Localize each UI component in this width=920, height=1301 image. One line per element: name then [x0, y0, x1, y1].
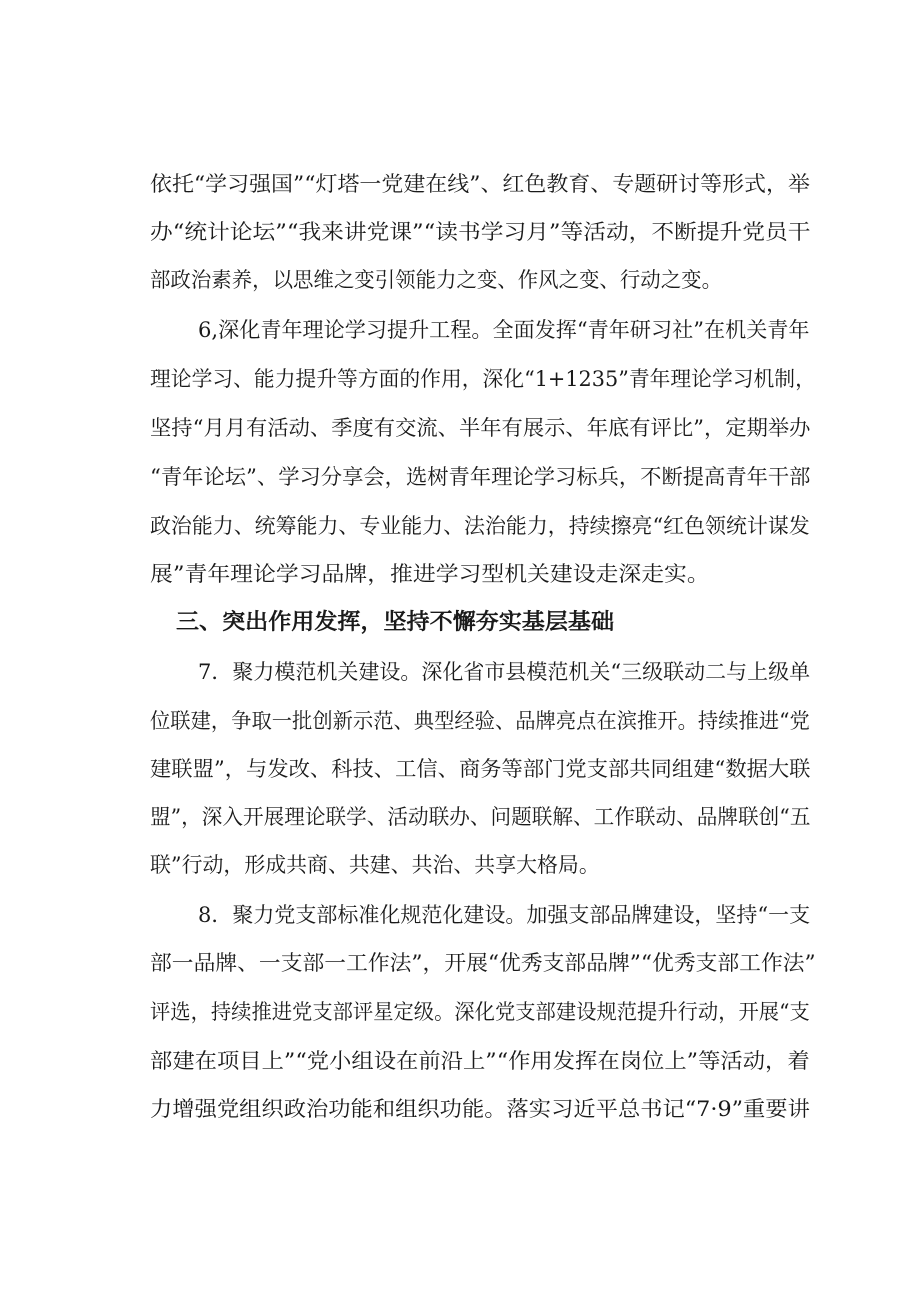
- line-text: 办“统计论坛”“我来讲党课”“读书学习月”等活动，不断提升党员干: [150, 220, 811, 244]
- line-text: 部建在项目上”“党小组设在前沿上”“作用发挥在岗位上”等活动，着: [150, 1049, 810, 1073]
- line-text: “青年论坛”、学习分享会，选树青年理论学习标兵，不断提高青年干部: [150, 465, 811, 489]
- paragraph-2-line-1: [0, 310, 920, 350]
- line-text: 建联盟”，与发改、科技、工信、商务等部门党支部共同组建“数据大联: [150, 757, 811, 781]
- line-text: 力增强党组织政治功能和组织功能。落实习近平总书记“7·9”重要讲: [150, 1097, 810, 1121]
- line-text: 位联建，争取一批创新示范、典型经验、品牌亮点在滨推开。持续推进“党: [150, 709, 810, 733]
- paragraph-2-line-5: [0, 506, 920, 546]
- paragraph-4-line-5: [0, 1089, 920, 1129]
- paragraph-4-line-2: [0, 943, 920, 983]
- line-text: 政治能力、统筹能力、专业能力、法治能力，持续擦亮“红色领统计谋发: [150, 514, 810, 538]
- paragraph-2-line-4: [0, 457, 920, 497]
- paragraph-2-line-3: [0, 408, 920, 448]
- paragraph-2-line-2: [0, 359, 920, 399]
- paragraph-4-line-4: [0, 1041, 920, 1081]
- paragraph-1-line-3: [0, 260, 920, 300]
- line-text: 8．聚力党支部标准化规范化建设。加强支部品牌建设，坚持“一支: [198, 903, 811, 927]
- paragraph-1-line-1: [0, 164, 920, 204]
- paragraph-3-line-3: [0, 749, 920, 789]
- paragraph-1-line-2: [0, 212, 920, 252]
- line-text: 部一品牌、一支部一工作法”，开展“优秀支部品牌”“优秀支部工作法”: [150, 951, 816, 975]
- line-text: 理论学习、能力提升等方面的作用，深化“1+1235”青年理论学习机制，: [150, 367, 816, 391]
- line-text: 依托“学习强国”“灯塔一党建在线”、红色教育、专题研讨等形式，举: [150, 172, 810, 196]
- line-text: 坚持“月月有活动、季度有交流、半年有展示、年底有评比”，定期举办: [150, 416, 811, 440]
- section-heading-text: 三、突出作用发挥，坚持不懈夯实基层基础: [176, 610, 615, 635]
- section-heading: [0, 603, 920, 643]
- paragraph-4-line-3: [0, 992, 920, 1032]
- line-text: 联”行动，形成共商、共建、共治、共享大格局。: [150, 853, 600, 877]
- line-text: 7．聚力模范机关建设。深化省市县模范机关“三级联动二与上级单: [198, 660, 811, 684]
- paragraph-3-line-2: [0, 701, 920, 741]
- paragraph-4-line-1: [0, 895, 920, 935]
- line-text: 展”青年理论学习品牌，推进学习型机关建设走深走实。: [150, 562, 710, 586]
- line-text: 盟”，深入开展理论联学、活动联办、问题联解、工作联动、品牌联创“五: [150, 805, 811, 829]
- paragraph-3-line-5: [0, 845, 920, 885]
- paragraph-3-line-1: [0, 652, 920, 692]
- line-text: 部政治素养，以思维之变引领能力之变、作风之变、行动之变。: [150, 268, 722, 292]
- line-text: 评选，持续推进党支部评星定级。深化党支部建设规范提升行动，开展“支: [150, 1000, 810, 1024]
- paragraph-3-line-4: [0, 797, 920, 837]
- line-text: 6,深化青年理论学习提升工程。全面发挥“青年研习社”在机关青年: [198, 318, 810, 342]
- paragraph-2-line-6: [0, 554, 920, 594]
